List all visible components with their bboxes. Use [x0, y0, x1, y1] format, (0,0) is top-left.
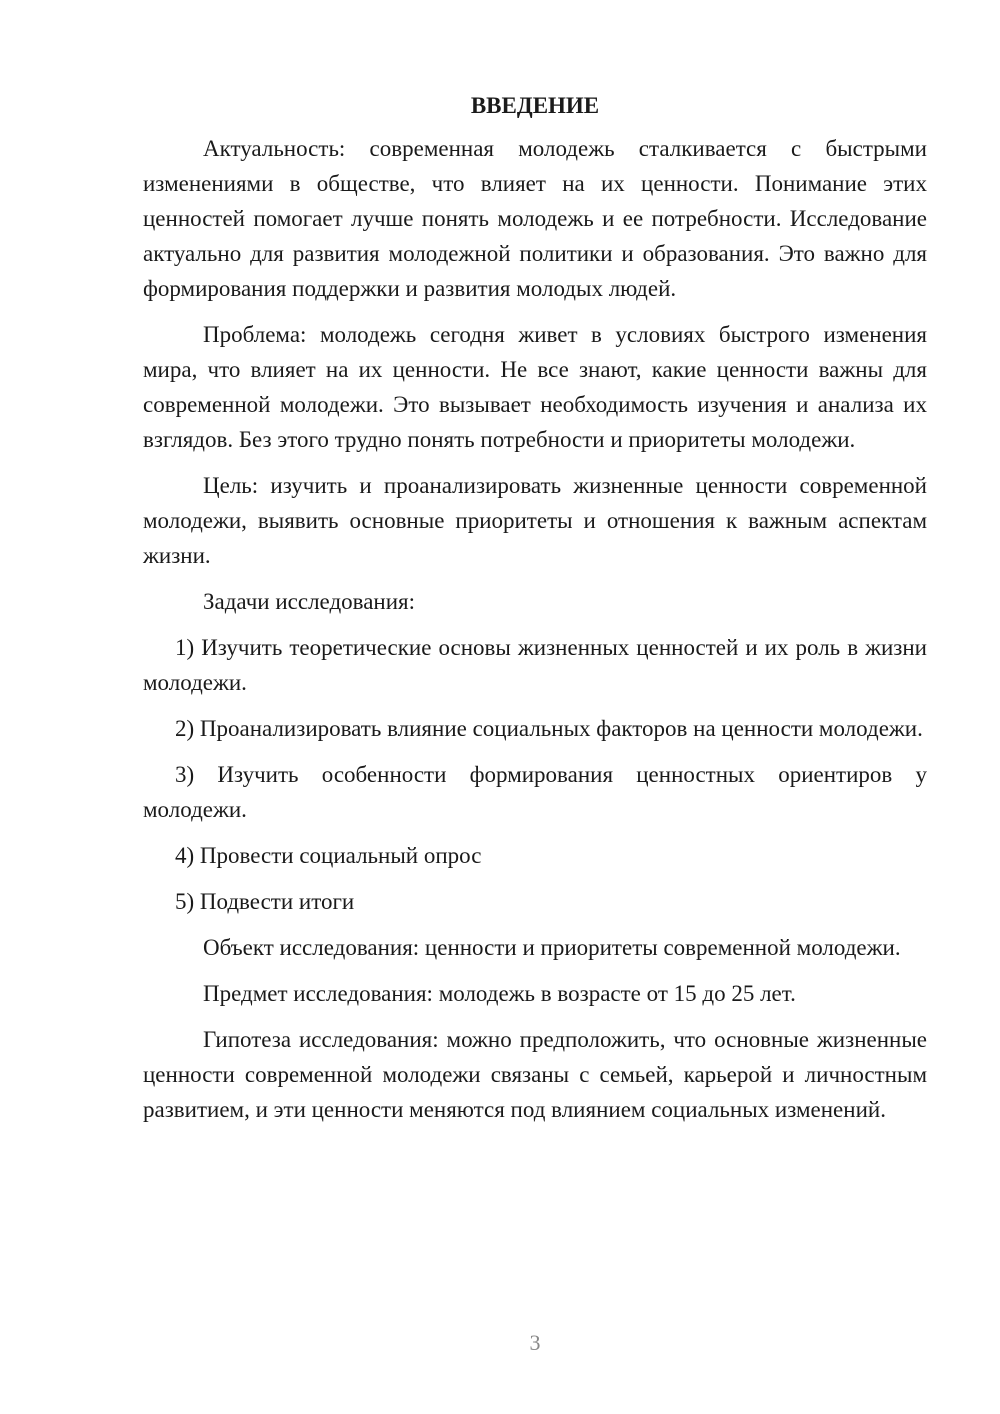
section-heading: ВВЕДЕНИЕ: [470, 93, 600, 118]
tasks-title: Задачи исследования:: [203, 589, 416, 614]
hypothesis-paragraph: Гипотеза исследования: можно предположить, что основные жизненные ценности современной молодежи связаны с семьей, карьерой и личностным развитием, и эти ценности меняются под влиянием социальных изменений.: [143, 1027, 927, 1122]
task-item-2: 2) Проанализировать влияние социальных факторов на ценности молодежи.: [175, 716, 923, 741]
task-item-4: 4) Провести социальный опрос: [175, 843, 482, 868]
task-item-1: 1) Изучить теоретические основы жизненных ценностей и их роль в жизни молодежи.: [143, 635, 927, 695]
page-number: 3: [529, 1330, 541, 1355]
goal-paragraph: Цель: изучить и проанализировать жизненные ценности современной молодежи, выявить основные приоритеты и отношения к важным аспектам жизни.: [143, 473, 927, 568]
object-paragraph: Объект исследования: ценности и приоритеты современной молодежи.: [203, 935, 901, 960]
subject-paragraph: Предмет исследования: молодежь в возрасте от 15 до 25 лет.: [203, 981, 796, 1006]
task-item-3: 3) Изучить особенности формирования ценностных ориентиров у молодежи.: [143, 762, 927, 822]
task-item-5: 5) Подвести итоги: [175, 889, 355, 914]
problem-paragraph: Проблема: молодежь сегодня живет в условиях быстрого изменения мира, что влияет на их ценности. Не все знают, какие ценности важны для современной молодежи. Это вызывает необходимость изучения и анализа их взглядов. Без этого трудно понять потребности и приоритеты молодежи.: [143, 322, 927, 452]
page-content: [143, 88, 927, 1127]
relevance-paragraph: Актуальность: современная молодежь сталкивается с быстрыми изменениями в обществе, что влияет на их ценности. Понимание этих ценностей помогает лучше понять молодежь и ее потребности. Исследование актуально для развития молодежной политики и образования. Это важно для формирования поддержки и развития молодых людей.: [143, 136, 927, 301]
